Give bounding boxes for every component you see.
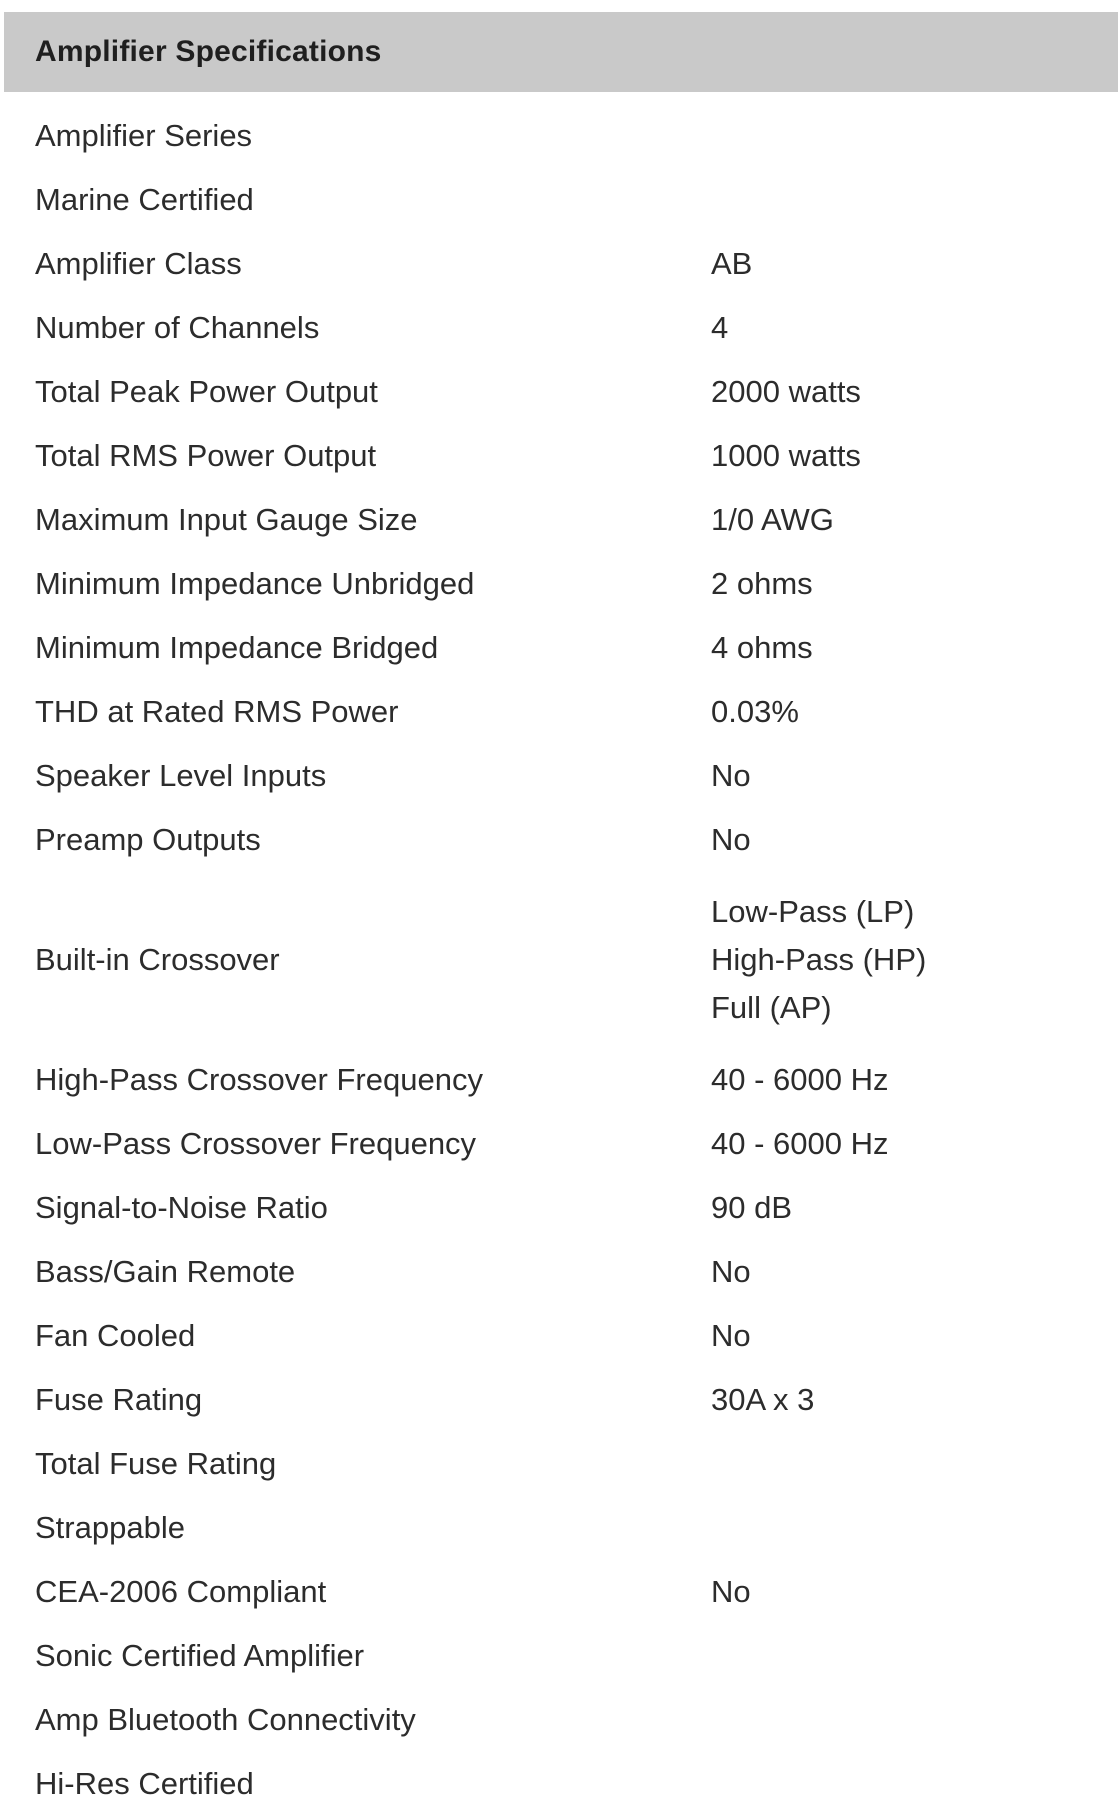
spec-value: 1/0 AWG [711,502,834,537]
spec-value: 40 - 6000 Hz [711,1126,889,1161]
spec-row [35,1496,1095,1560]
spec-value: 0.03% [711,694,799,729]
spec-value [711,1496,1095,1560]
spec-label: Speaker Level Inputs [35,758,327,793]
spec-row [35,424,1095,488]
panel-header [4,12,1118,92]
spec-value [711,1432,1095,1496]
spec-label: Marine Certified [35,182,254,217]
panel-title: Amplifier Specifications [35,35,382,68]
spec-row [35,680,1095,744]
spec-row [35,232,1095,296]
spec-table [35,104,1095,1816]
spec-label: High-Pass Crossover Frequency [35,1062,483,1097]
spec-row [35,744,1095,808]
spec-value: 4 ohms [711,630,813,665]
spec-label: Strappable [35,1510,185,1545]
spec-value: No [711,1254,751,1289]
spec-row [35,1624,1095,1688]
spec-label: Minimum Impedance Unbridged [35,566,475,601]
spec-row [35,1432,1095,1496]
spec-row [35,808,1095,872]
crossover-option: High-Pass (HP) [711,942,927,977]
spec-row [35,1368,1095,1432]
specifications-panel [4,12,1118,1818]
spec-row [35,104,1095,168]
spec-label: Amplifier Class [35,246,242,281]
spec-row [35,296,1095,360]
spec-row [35,1752,1095,1816]
spec-row [35,552,1095,616]
spec-label: Number of Channels [35,310,320,345]
spec-label: Low-Pass Crossover Frequency [35,1126,477,1161]
spec-label: Minimum Impedance Bridged [35,630,439,665]
spec-label: Hi-Res Certified [35,1766,254,1801]
spec-label: Maximum Input Gauge Size [35,502,418,537]
spec-row [35,1688,1095,1752]
spec-value: No [711,822,751,857]
spec-value: 30A x 3 [711,1382,815,1417]
spec-value-list [711,872,1095,1048]
spec-value [711,168,1095,232]
spec-row [35,1304,1095,1368]
spec-value: 2000 watts [711,374,861,409]
spec-label: Built-in Crossover [35,942,280,977]
spec-label: Total Peak Power Output [35,374,378,409]
spec-row [35,1240,1095,1304]
spec-value [711,1624,1095,1688]
spec-label: Total RMS Power Output [35,438,377,473]
spec-label: Amp Bluetooth Connectivity [35,1702,416,1737]
spec-label: Amplifier Series [35,118,253,153]
spec-row [35,872,1095,1048]
spec-row [35,168,1095,232]
spec-value: AB [711,246,753,281]
crossover-option: Low-Pass (LP) [711,894,915,929]
spec-value: 40 - 6000 Hz [711,1062,889,1097]
spec-label: Signal-to-Noise Ratio [35,1190,328,1225]
spec-row [35,488,1095,552]
spec-value: No [711,758,751,793]
spec-value: 4 [711,310,729,345]
spec-value [711,104,1095,168]
spec-value [711,1752,1095,1816]
spec-row [35,1560,1095,1624]
spec-label: Preamp Outputs [35,822,261,857]
spec-row [35,1176,1095,1240]
spec-value [711,1688,1095,1752]
crossover-option: Full (AP) [711,990,832,1025]
spec-value: 2 ohms [711,566,813,601]
spec-label: Sonic Certified Amplifier [35,1638,365,1673]
spec-row [35,1048,1095,1112]
spec-label: Total Fuse Rating [35,1446,277,1481]
spec-value: No [711,1318,751,1353]
spec-row [35,1112,1095,1176]
spec-label: Fan Cooled [35,1318,196,1353]
spec-row [35,360,1095,424]
spec-label: THD at Rated RMS Power [35,694,399,729]
spec-label: CEA-2006 Compliant [35,1574,327,1609]
spec-label: Bass/Gain Remote [35,1254,296,1289]
spec-row [35,616,1095,680]
spec-value: 1000 watts [711,438,861,473]
spec-value: 90 dB [711,1190,793,1225]
spec-label: Fuse Rating [35,1382,203,1417]
spec-value: No [711,1574,751,1609]
